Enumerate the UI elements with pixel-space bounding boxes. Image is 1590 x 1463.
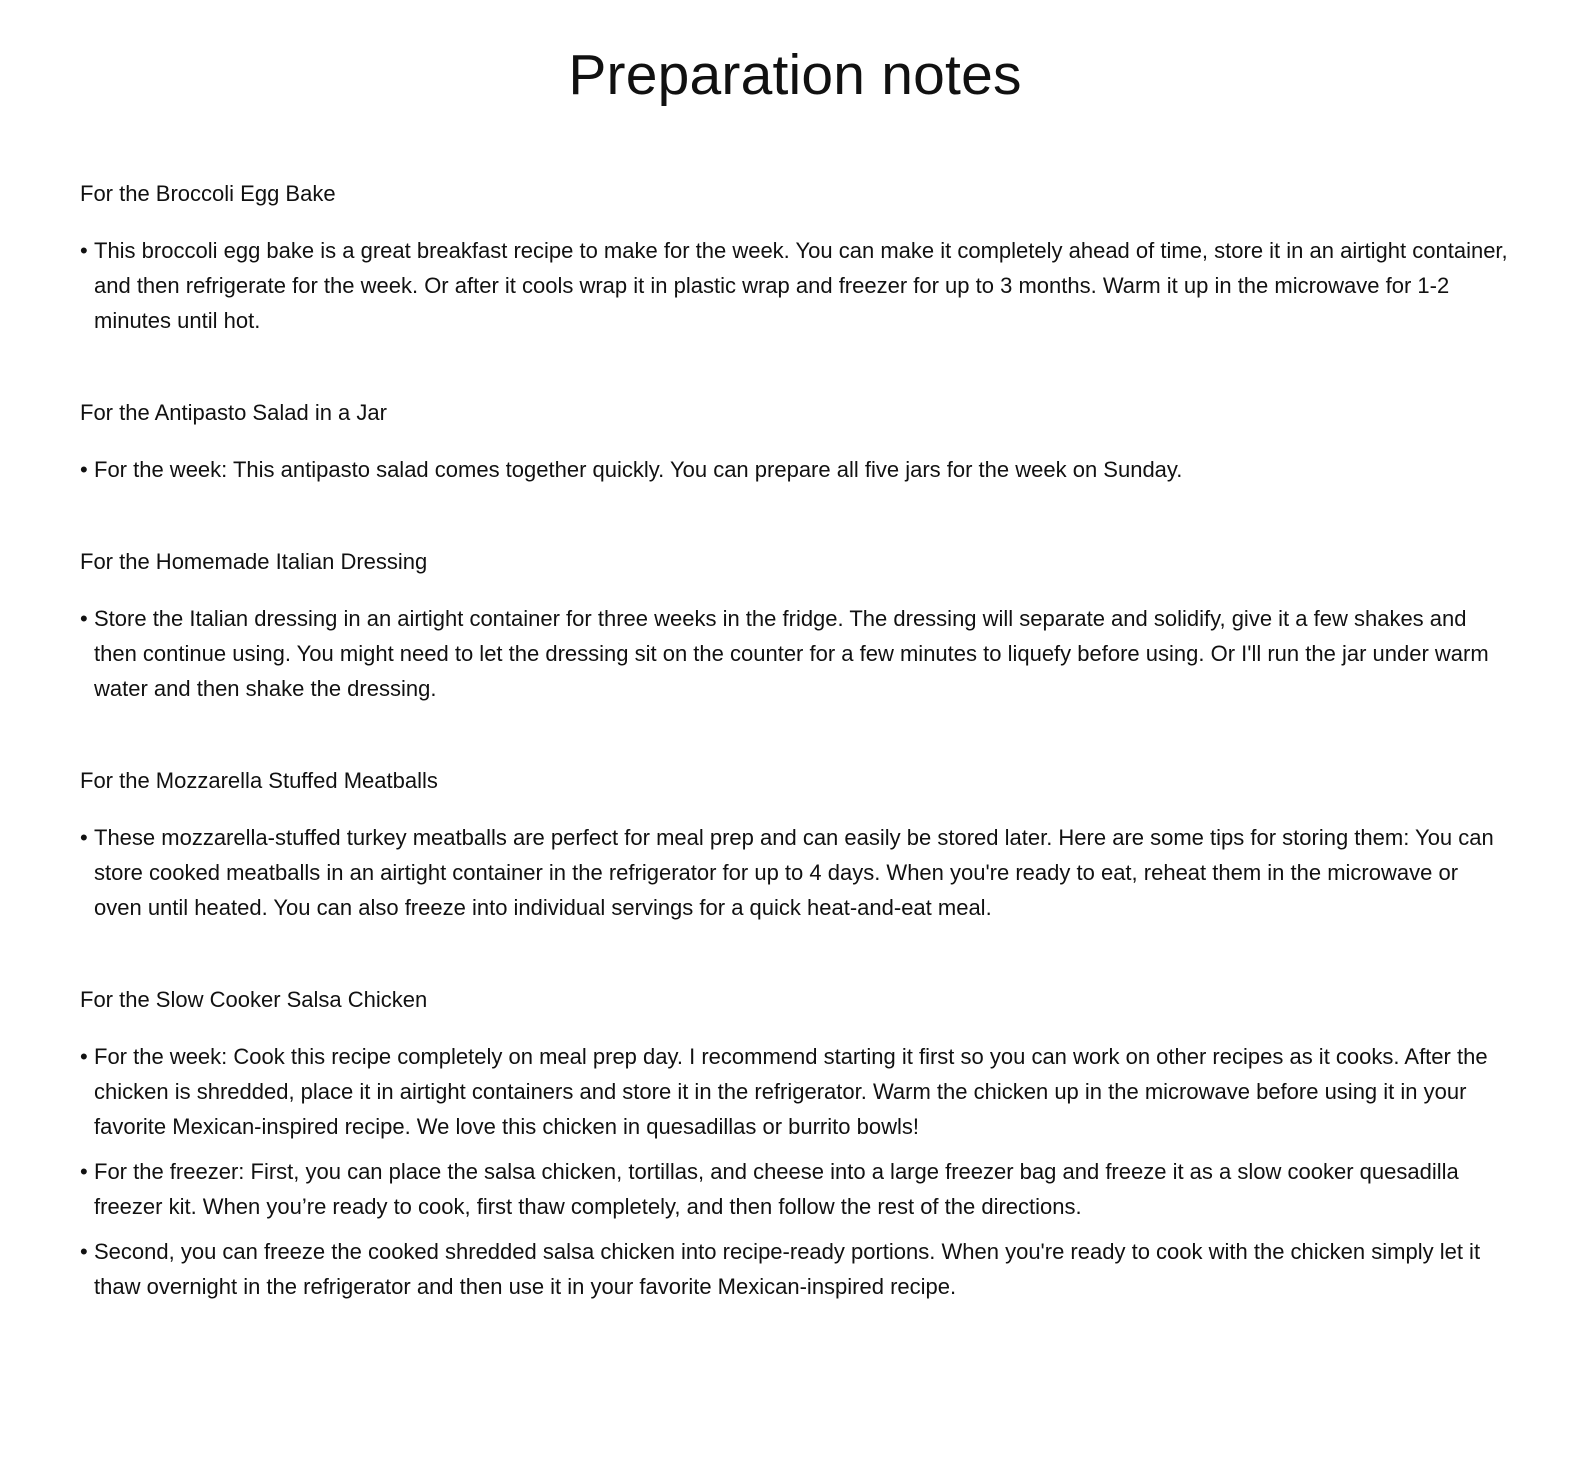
section-heading: For the Homemade Italian Dressing — [80, 549, 428, 574]
bullet-icon: • — [80, 1044, 88, 1069]
notes-list — [80, 1039, 1510, 1304]
bullet-icon: • — [80, 238, 88, 263]
section-antipasto-salad — [80, 398, 1510, 487]
list-item — [80, 452, 1510, 487]
preparation-notes-page — [0, 43, 1590, 1463]
note-text: Second, you can freeze the cooked shredded salsa chicken into recipe-ready portions. When you're ready to cook with the chicken simply let it thaw overnight in the refrigerator and then use it in your favorite Mexican-inspired recipe. — [94, 1239, 1481, 1299]
note-text: For the week: This antipasto salad comes together quickly. You can prepare all five jars for the week on Sunday. — [94, 457, 1183, 482]
sections-container — [80, 179, 1510, 1304]
notes-list — [80, 452, 1510, 487]
bullet-icon: • — [80, 606, 88, 631]
list-item — [80, 1234, 1510, 1304]
list-item — [80, 1039, 1510, 1144]
notes-list — [80, 601, 1510, 706]
note-text: This broccoli egg bake is a great breakfast recipe to make for the week. You can make it completely ahead of time, store it in an airtight container, and then refrigerate for the week. Or after it cools wrap it in plastic wrap and freezer for up to 3 months. Warm it up in the microwave for 1-2 minutes until hot. — [94, 238, 1508, 333]
list-item — [80, 820, 1510, 925]
bullet-icon: • — [80, 825, 88, 850]
page-title: Preparation notes — [568, 43, 1022, 107]
note-text: For the freezer: First, you can place the salsa chicken, tortillas, and cheese into a large freezer bag and freeze it as a slow cooker quesadilla freezer kit. When you’re ready to cook, first thaw completely, and then follow the rest of the directions. — [94, 1159, 1459, 1219]
section-heading: For the Slow Cooker Salsa Chicken — [80, 987, 428, 1012]
notes-list — [80, 820, 1510, 925]
notes-list — [80, 233, 1510, 338]
bullet-icon: • — [80, 1239, 88, 1264]
bullet-icon: • — [80, 457, 88, 482]
section-italian-dressing — [80, 547, 1510, 706]
note-text: These mozzarella-stuffed turkey meatballs are perfect for meal prep and can easily be stored later. Here are some tips for storing them: You can store cooked meatballs in an airtight container in the refrigerator for up to 4 days. When you're ready to eat, reheat them in the microwave or oven until heated. You can also freeze into individual servings for a quick heat-and-eat meal. — [94, 825, 1494, 920]
list-item — [80, 1154, 1510, 1224]
list-item — [80, 233, 1510, 338]
list-item — [80, 601, 1510, 706]
note-text: Store the Italian dressing in an airtight container for three weeks in the fridge. The dressing will separate and solidify, give it a few shakes and then continue using. You might need to let the dressing sit on the counter for a few minutes to liquefy before using. Or I'll run the jar under warm water and then shake the dressing. — [94, 606, 1489, 701]
note-text: For the week: Cook this recipe completely on meal prep day. I recommend starting it first so you can work on other recipes as it cooks. After the chicken is shredded, place it in airtight containers and store it in the refrigerator. Warm the chicken up in the microwave before using it in your favorite Mexican-inspired recipe. We love this chicken in quesadillas or burrito bowls! — [94, 1044, 1488, 1139]
section-salsa-chicken — [80, 985, 1510, 1304]
section-heading: For the Mozzarella Stuffed Meatballs — [80, 768, 438, 793]
section-stuffed-meatballs — [80, 766, 1510, 925]
bullet-icon: • — [80, 1159, 88, 1184]
section-broccoli-egg-bake — [80, 179, 1510, 338]
section-heading: For the Antipasto Salad in a Jar — [80, 400, 387, 425]
section-heading: For the Broccoli Egg Bake — [80, 181, 336, 206]
